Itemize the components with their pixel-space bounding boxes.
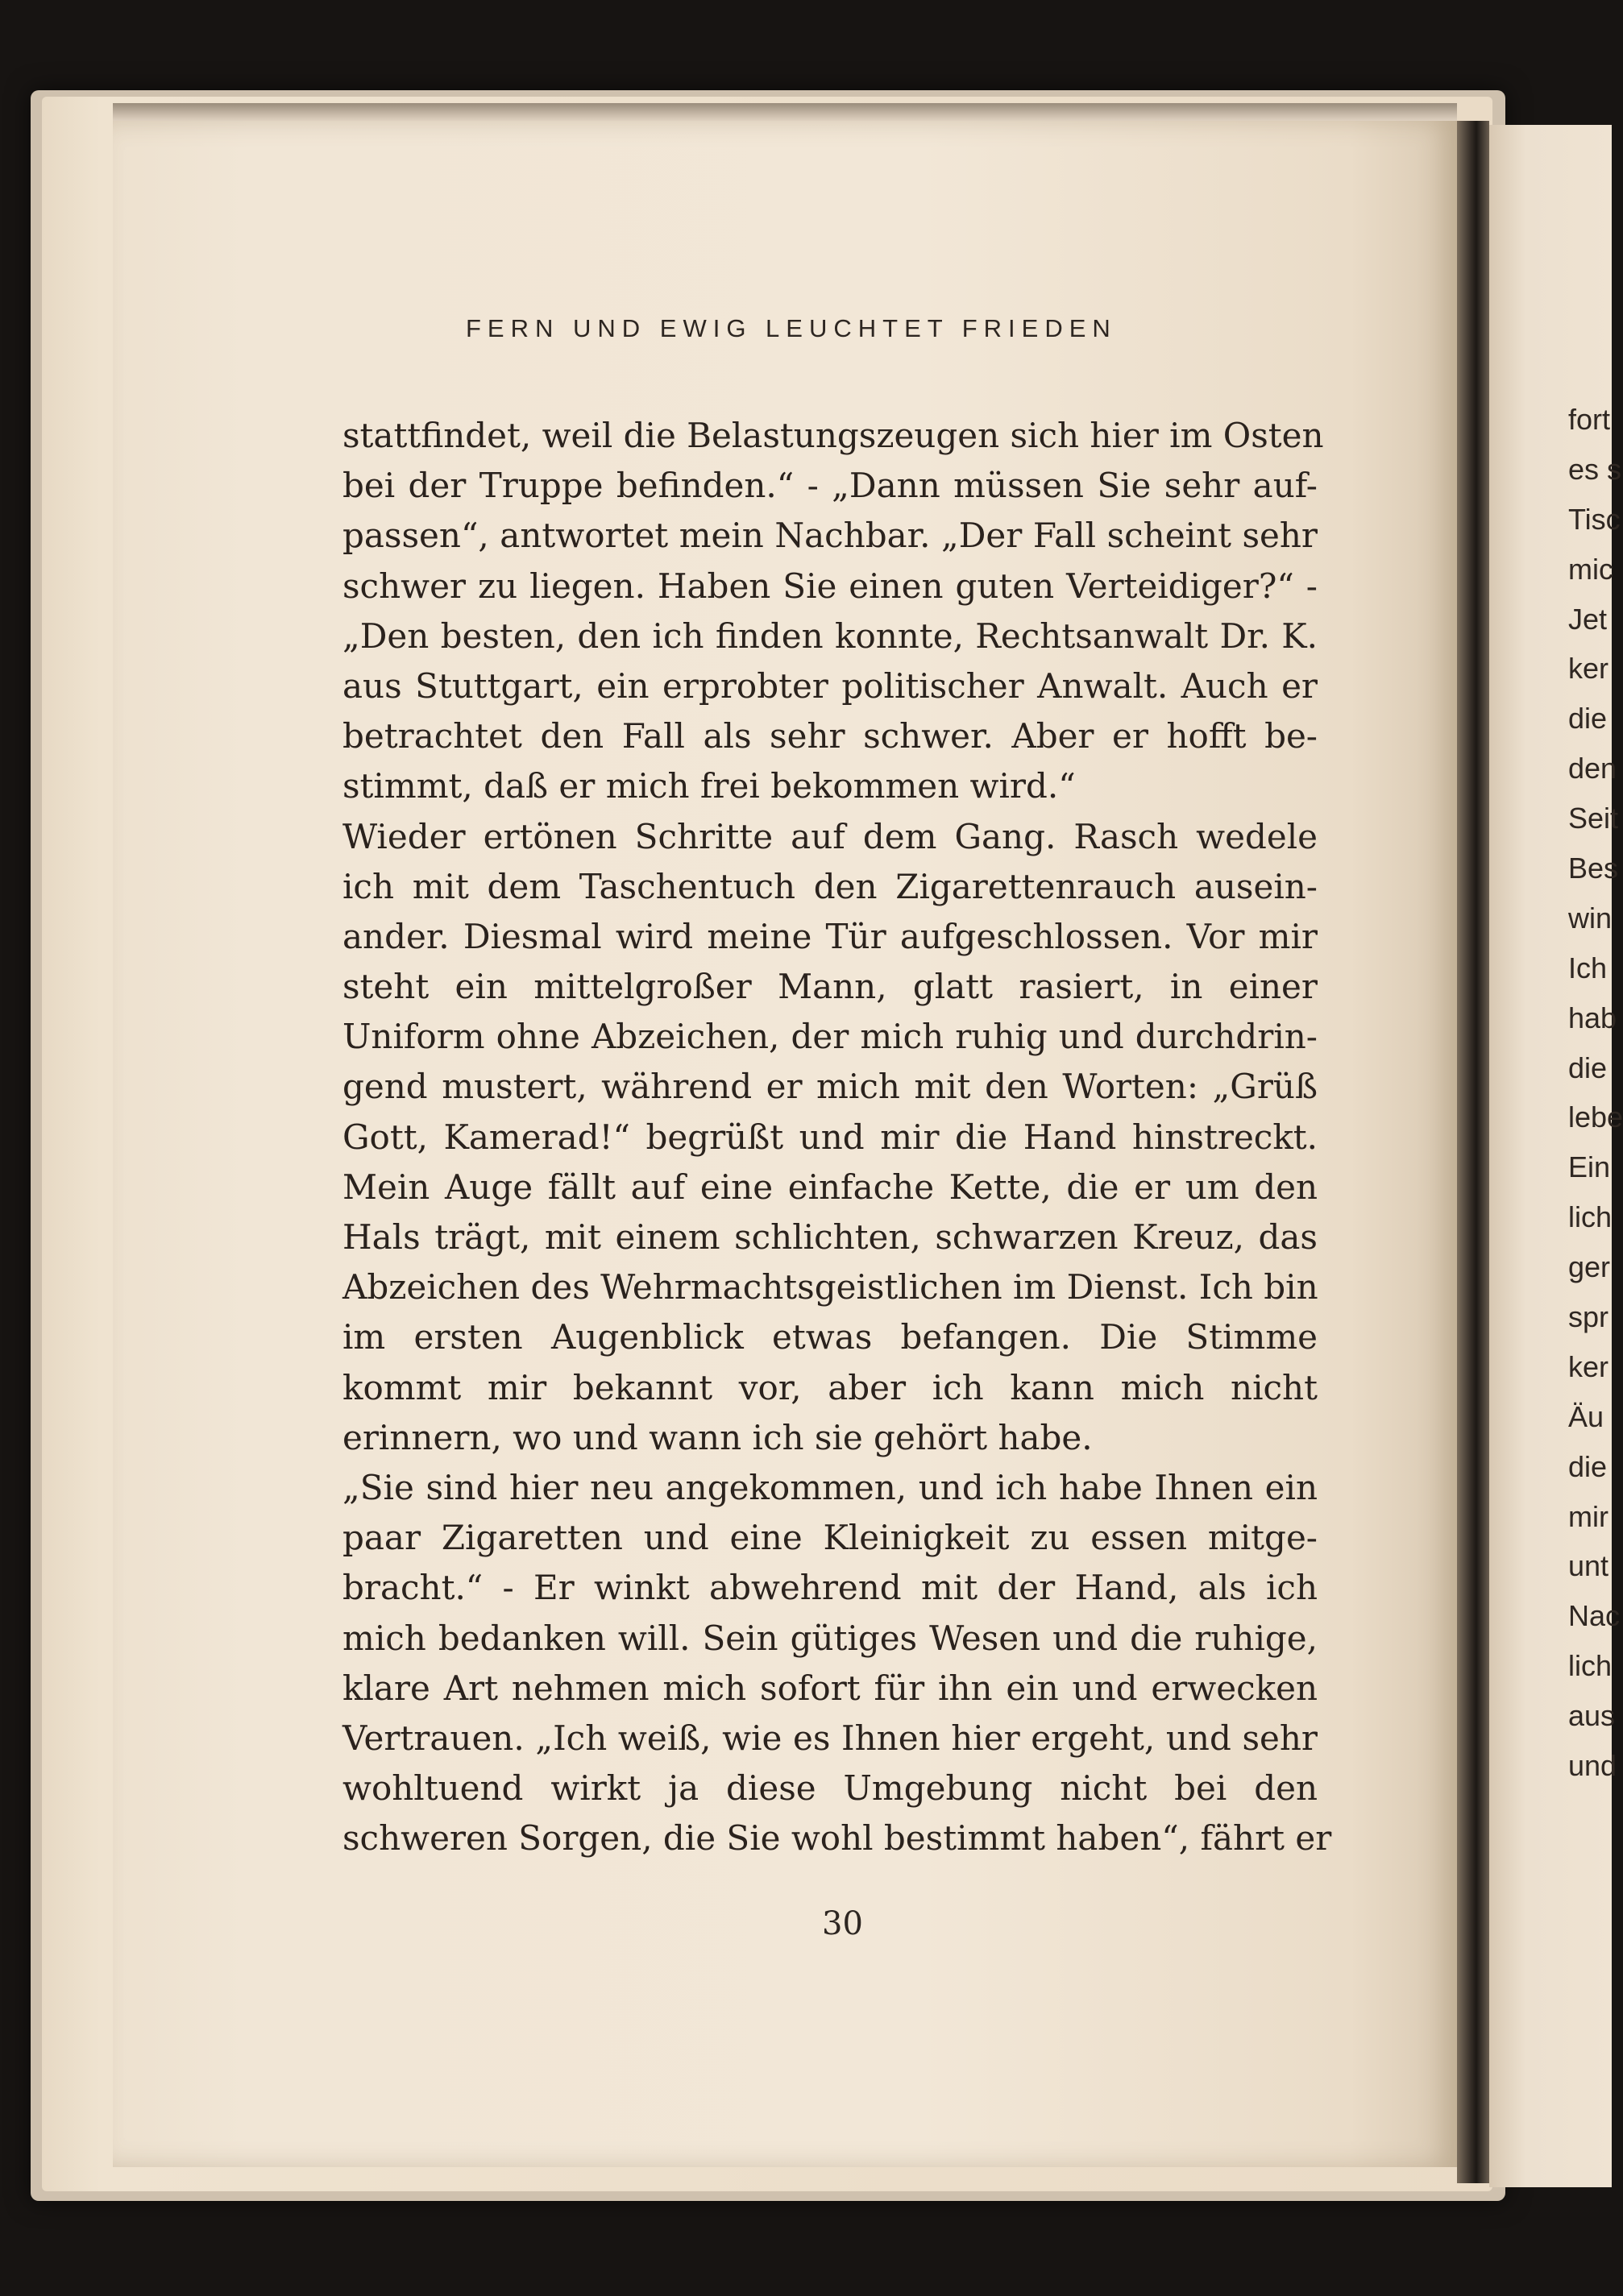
facing-line: ker (1568, 652, 1609, 686)
facing-line: lich (1568, 1200, 1613, 1234)
running-head: FERN UND EWIG LEUCHTET FRIEDEN (466, 314, 1117, 342)
book-gutter (1457, 121, 1489, 2183)
text-line: Mein Auge fällt auf eine einfache Kette, die er um den (342, 1167, 1318, 1207)
facing-line: Ich (1568, 951, 1608, 984)
facing-line: mir (1568, 1499, 1608, 1533)
facing-line: und (1568, 1749, 1617, 1783)
text-line: ander. Diesmal wird meine Tür aufgeschlossen. Vor mir (342, 916, 1318, 956)
facing-line: Nac (1568, 1599, 1621, 1633)
text-line: Uniform ohne Abzeichen, der mich ruhig und durchdrin- (342, 1017, 1318, 1057)
text-line: Gott, Kamerad!“ begrüßt und mir die Hand hinstreckt. (342, 1117, 1318, 1157)
facing-line: die (1568, 1449, 1608, 1483)
facing-line: spr (1568, 1300, 1609, 1334)
facing-line: mic (1568, 552, 1613, 586)
facing-line: Äu (1568, 1399, 1604, 1433)
facing-line: lich (1568, 1649, 1613, 1683)
facing-line: aus (1568, 1699, 1616, 1733)
text-line: stimmt, daß er mich frei bekommen wird.“ (342, 766, 1076, 806)
body-text (342, 411, 1332, 1863)
text-line: betrachtet den Fall als sehr schwer. Aber er hofft be- (342, 716, 1318, 756)
text-line: Hals trägt, mit einem schlichten, schwarzen Kreuz, das (342, 1217, 1318, 1257)
text-line: erinnern, wo und wann ich sie gehört habe. (342, 1417, 1093, 1457)
text-line: mich bedanken will. Sein gütiges Wesen und die ruhige, (342, 1618, 1318, 1658)
text-line: bracht.“ - Er winkt abwehrend mit der Hand, als ich (342, 1568, 1318, 1608)
text-line: aus Stuttgart, ein erprobter politischer Anwalt. Auch er (342, 665, 1318, 706)
facing-line: hab (1568, 1001, 1617, 1034)
text-line: Vertrauen. „Ich weiß, wie es Ihnen hier ergeht, und sehr (342, 1718, 1318, 1758)
facing-line: die (1568, 702, 1608, 736)
facing-page-text (1568, 395, 1623, 1791)
text-line: bei der Truppe befinden.“ - „Dann müssen Sie sehr auf- (342, 466, 1318, 506)
facing-line: lebe (1568, 1100, 1623, 1134)
page-number: 30 (822, 1905, 863, 1942)
text-line: im ersten Augenblick etwas befangen. Die Stimme (342, 1317, 1318, 1357)
text-line: klare Art nehmen mich sofort für ihn ein und erwecken (342, 1668, 1318, 1708)
text-line: paar Zigaretten und eine Kleinigkeit zu essen mitge- (342, 1518, 1318, 1558)
text-line: ich mit dem Taschentuch den Zigarettenrauch ausein- (342, 866, 1318, 906)
facing-line: win (1568, 901, 1613, 935)
text-line: schweren Sorgen, die Sie wohl bestimmt haben“, fährt er (342, 1818, 1332, 1859)
facing-line: Ein (1568, 1150, 1611, 1184)
facing-line: fort (1568, 403, 1611, 436)
text-line: wohltuend wirkt ja diese Umgebung nicht bei den (342, 1768, 1318, 1809)
text-line: Abzeichen des Wehrmachtsgeistlichen im Dienst. Ich bin (342, 1267, 1318, 1308)
facing-line: Bes (1568, 852, 1619, 885)
text-line: „Den besten, den ich finden konnte, Rechtsanwalt Dr. K. (342, 615, 1318, 656)
facing-line: ger (1568, 1250, 1611, 1284)
text-line: gend mustert, während er mich mit den Worten: „Grüß (342, 1067, 1318, 1107)
facing-line: Jet (1568, 602, 1608, 636)
facing-line: Tisc (1568, 502, 1621, 536)
text-line: passen“, antwortet mein Nachbar. „Der Fall scheint sehr (342, 516, 1318, 556)
facing-line: den (1568, 752, 1617, 785)
facing-line: ker (1568, 1349, 1609, 1383)
text-line: schwer zu liegen. Haben Sie einen guten Verteidiger?“ - (342, 566, 1318, 606)
facing-line: unt (1568, 1549, 1609, 1583)
text-line: steht ein mittelgroßer Mann, glatt rasiert, in einer (342, 967, 1318, 1007)
facing-line: die (1568, 1051, 1608, 1084)
facing-line: Seit (1568, 802, 1619, 835)
text-line: kommt mir bekannt vor, aber ich kann mich nicht (342, 1367, 1318, 1407)
text-line: stattfindet, weil die Belastungszeugen sich hier im Osten (342, 416, 1324, 455)
facing-line: es s (1568, 452, 1622, 486)
text-line: „Sie sind hier neu angekommen, und ich habe Ihnen ein (342, 1467, 1318, 1507)
text-line: Wieder ertönen Schritte auf dem Gang. Rasch wedele (342, 816, 1318, 856)
